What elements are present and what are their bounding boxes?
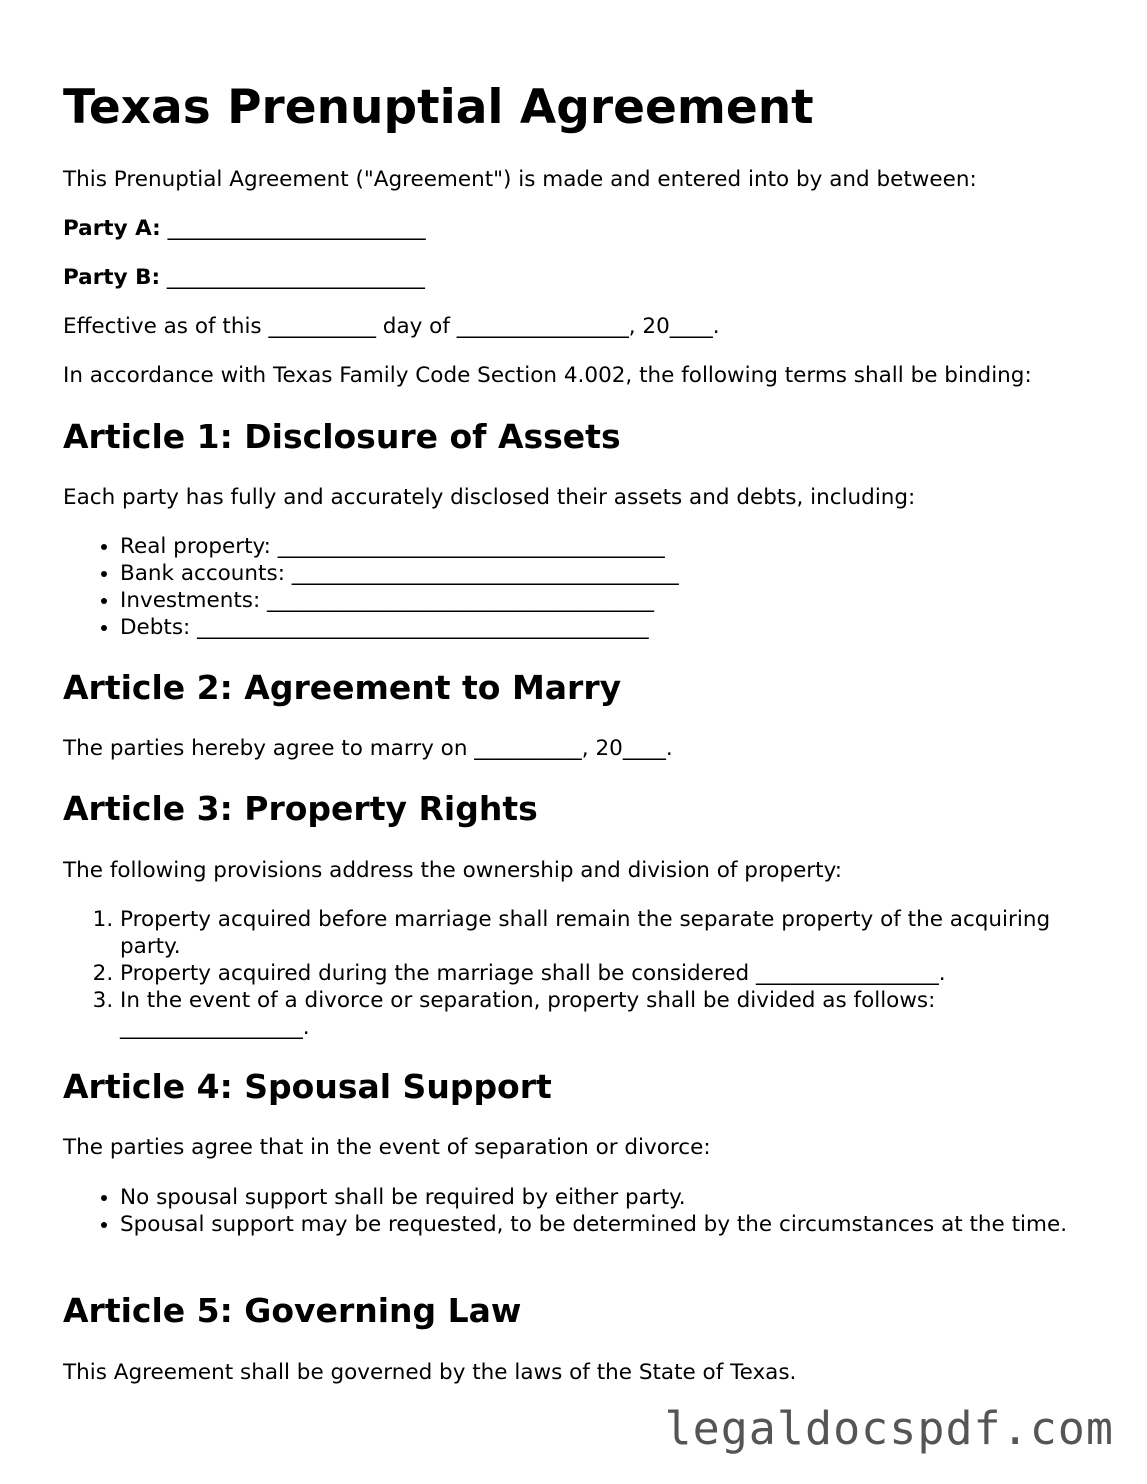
- list-item: • Investments: ____________________________________: [120, 587, 1120, 614]
- list-item: • Debts: __________________________________________: [120, 614, 1120, 641]
- list-item: • No spousal support shall be required by either party.: [120, 1184, 1105, 1211]
- party-a-label: Party A:: [63, 216, 161, 241]
- article-2-text: The parties hereby agree to marry on __________, 20____.: [63, 736, 673, 761]
- property-provisions-list: [63, 906, 1060, 1041]
- article-3-heading: Article 3: Property Rights: [63, 789, 538, 828]
- article-1-text: Each party has fully and accurately disclosed their assets and debts, including:: [63, 485, 916, 510]
- article-3-text: The following provisions address the ownership and division of property:: [63, 858, 842, 883]
- article-4-heading: Article 4: Spousal Support: [63, 1067, 552, 1106]
- list-item: • Real property: ____________________________________: [120, 533, 1120, 560]
- party-a-blank: ________________________: [167, 216, 426, 241]
- spousal-support-list: [63, 1184, 1105, 1238]
- article-4-text: The parties agree that in the event of separation or divorce:: [63, 1135, 711, 1160]
- watermark-text: legaldocspdf.com: [664, 1402, 1114, 1455]
- article-5-heading: Article 5: Governing Law: [63, 1291, 522, 1330]
- document-title: Texas Prenuptial Agreement: [63, 80, 814, 135]
- party-a-line: [63, 215, 426, 243]
- intro-text: This Prenuptial Agreement ("Agreement") is made and entered into by and between:: [63, 167, 977, 192]
- article-1-heading: Article 1: Disclosure of Assets: [63, 417, 621, 456]
- accordance-text: In accordance with Texas Family Code Section 4.002, the following terms shall be binding:: [63, 363, 1032, 388]
- article-5-text: This Agreement shall be governed by the laws of the State of Texas.: [63, 1360, 797, 1385]
- list-item: 2. Property acquired during the marriage shall be considered _________________.: [120, 960, 1060, 987]
- party-b-blank: ________________________: [166, 265, 425, 290]
- list-item: • Spousal support may be requested, to be determined by the circumstances at the time.: [120, 1211, 1105, 1238]
- party-b-label: Party B:: [63, 265, 161, 290]
- party-b-line: [63, 264, 425, 292]
- list-item: 3. In the event of a divorce or separation, property shall be divided as follows: _________________.: [120, 987, 1060, 1041]
- list-item: • Bank accounts: ____________________________________: [120, 560, 1120, 587]
- list-item: 1. Property acquired before marriage shall remain the separate property of the acquiring party.: [120, 906, 1060, 960]
- article-2-heading: Article 2: Agreement to Marry: [63, 668, 622, 707]
- assets-list: [63, 533, 1120, 641]
- effective-date-line: Effective as of this __________ day of ________________, 20____.: [63, 314, 720, 339]
